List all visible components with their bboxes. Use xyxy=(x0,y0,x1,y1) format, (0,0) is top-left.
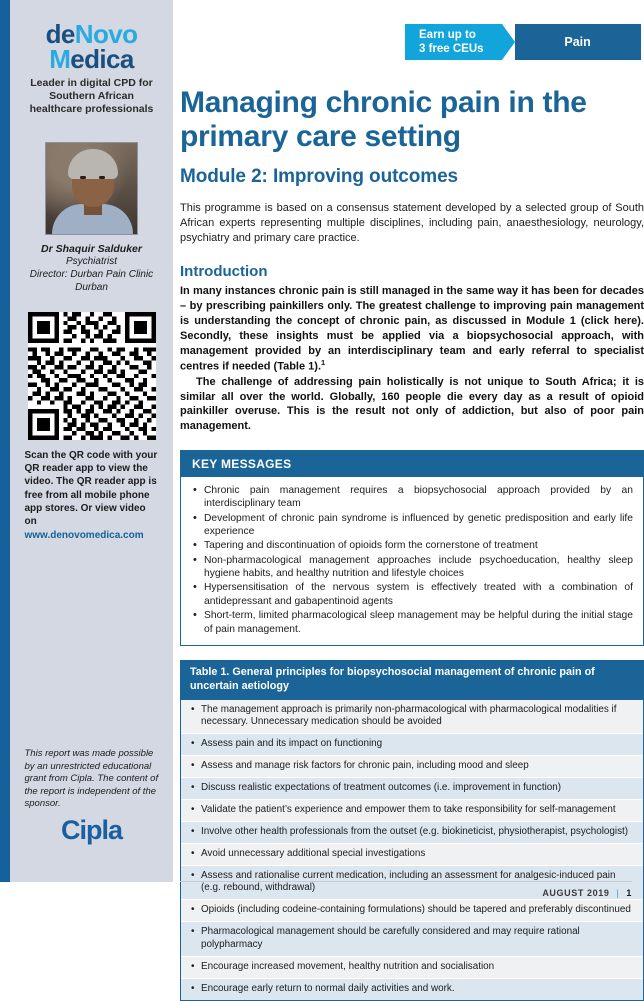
table-row: • Assess and manage risk factors for chronic pain, including mood and sleep xyxy=(181,756,643,778)
main-content xyxy=(180,0,644,1001)
qr-code-svg xyxy=(28,312,156,440)
author-position: Director: Durban Pain Clinic xyxy=(29,268,154,280)
key-messages-list xyxy=(191,484,633,636)
module-subtitle: Module 2: Improving outcomes xyxy=(180,166,458,188)
denovo-medica-logo xyxy=(45,19,138,74)
footer-separator: | xyxy=(616,888,620,898)
logo-de-text: de xyxy=(45,19,75,49)
table-row: • Encourage increased movement, healthy nutrition and socialisation xyxy=(181,957,643,979)
sidebar xyxy=(10,0,173,882)
category-badge: Pain xyxy=(515,24,641,60)
intro-p1-text: In many instances chronic pain is still managed in the same way it has been for decades – by prescribing painkillers only. The greatest challenge to improving pain management is understanding the concept of chronic pain, as discussed in Module 1 (click here). Secondly, these insights must be applied via a biopsychosocial approach, with management provided by an interdisciplinary team and early referral to specialist centres if needed (Table 1). xyxy=(180,285,644,373)
logo-m-text: M xyxy=(49,43,71,74)
table-row: • Encourage early return to normal daily activities and work. xyxy=(181,979,643,1000)
logo-novo-text: Novo xyxy=(74,19,138,49)
footer-divider xyxy=(180,881,632,882)
qr-instructions xyxy=(25,449,159,542)
intro-p1-reference: 1 xyxy=(321,358,326,368)
table-row: • Pharmacological management should be carefully considered and may require rational polypharmacy xyxy=(181,922,643,957)
footer-date: AUGUST 2019 xyxy=(542,888,610,898)
page-title: Managing chronic pain in the primary care setting xyxy=(180,86,587,153)
table-row: • Avoid unnecessary additional special investigations xyxy=(181,844,643,866)
cipla-logo: Cipla xyxy=(60,815,122,845)
programme-description: This programme is based on a consensus statement developed by a selected group of South African experts representing multiple disciplines, including pain, anaesthesiology, neurology, psychiatry and primary care practice. xyxy=(180,202,644,245)
key-messages-heading: KEY MESSAGES xyxy=(181,451,643,477)
author-name: Dr Shaquir Salduker xyxy=(41,242,142,255)
list-item: • Hypersensitisation of the nervous system is effectively treated with a combination of antidepressant and gabapentinoid agents xyxy=(191,581,633,608)
author-photo xyxy=(45,142,138,235)
ceu-line-1: Earn up to xyxy=(419,28,476,41)
introduction-heading: Introduction xyxy=(180,263,268,281)
list-item: • Short-term, limited pharmacological sleep management may be helpful during the initial stage of pain management. xyxy=(191,609,633,636)
ceu-line-2: 3 free CEUs xyxy=(419,43,484,55)
introduction-paragraph-2: The challenge of addressing pain holistically is not unique to South Africa; it is similar all over the world. Globally, 160 people die every day as a result of opioid painkiller overuse. This is the result not only of addiction, but also of poor pain management. xyxy=(180,375,644,433)
table-row: • Assess pain and its impact on functioning xyxy=(181,734,643,756)
list-item: • Tapering and discontinuation of opioids form the cornerstone of treatment xyxy=(191,539,633,552)
page-number: 1 xyxy=(626,888,632,898)
key-messages-body xyxy=(181,477,643,645)
qr-code[interactable] xyxy=(28,312,156,440)
author-role: Psychiatrist xyxy=(65,255,118,267)
list-item: • Development of chronic pain syndrome is influenced by genetic predisposition and early life experience xyxy=(191,512,633,539)
sponsor-note: This report was made possible by an unrestricted educational grant from Cipla. The content of the report is independent of the sponsor. xyxy=(24,747,159,810)
table-row: • The management approach is primarily non-pharmacological with pharmacological modalities if necessary. Unnecessary medication should be avoided xyxy=(181,700,643,735)
author-location: Durban xyxy=(75,281,108,293)
ceu-badge[interactable] xyxy=(405,24,502,60)
denovomedica-url-link[interactable]: www.denovomedica.com xyxy=(24,529,144,541)
left-edge-stripe xyxy=(0,0,10,882)
list-item: • Chronic pain management requires a biopsychosocial approach provided by an interdisciplinary team xyxy=(191,484,633,511)
logo-edica-text: edica xyxy=(70,43,134,74)
table-caption: Table 1. General principles for biopsychosocial management of chronic pain of uncertain aetiology xyxy=(181,661,643,700)
qr-instructions-text: Scan the QR code with your QR reader app to view the video. The QR reader app is free from all mobile phone app stores. Or view video on xyxy=(24,449,158,528)
table-row: • Assess and rationalise current medication, including an assessment for analgesic-induced pain (e.g. rebound, withdrawal) xyxy=(181,866,643,901)
badge-arrow-icon xyxy=(502,24,515,60)
brand-tagline: Leader in digital CPD for Southern African healthcare professionals xyxy=(29,77,154,115)
introduction-paragraph-1 xyxy=(180,284,644,374)
list-item: • Non-pharmacological management approaches include psychoeducation, healthy sleep hygiene habits, and healthy nutrition and lifestyle choices xyxy=(191,554,633,581)
table-row: • Involve other health professionals from the outset (e.g. biokineticist, physiotherapist, psychologist) xyxy=(181,822,643,844)
key-messages-box xyxy=(180,450,644,646)
table-row: • Validate the patient’s experience and empower them to take responsibility for self-management xyxy=(181,800,643,822)
table-row: • Opioids (including codeine-containing formulations) should be tapered and preferably discontinued xyxy=(181,900,643,922)
footer xyxy=(180,888,632,898)
table-1 xyxy=(180,660,644,1001)
table-row: • Discuss realistic expectations of treatment outcomes (i.e. improvement in function) xyxy=(181,778,643,800)
